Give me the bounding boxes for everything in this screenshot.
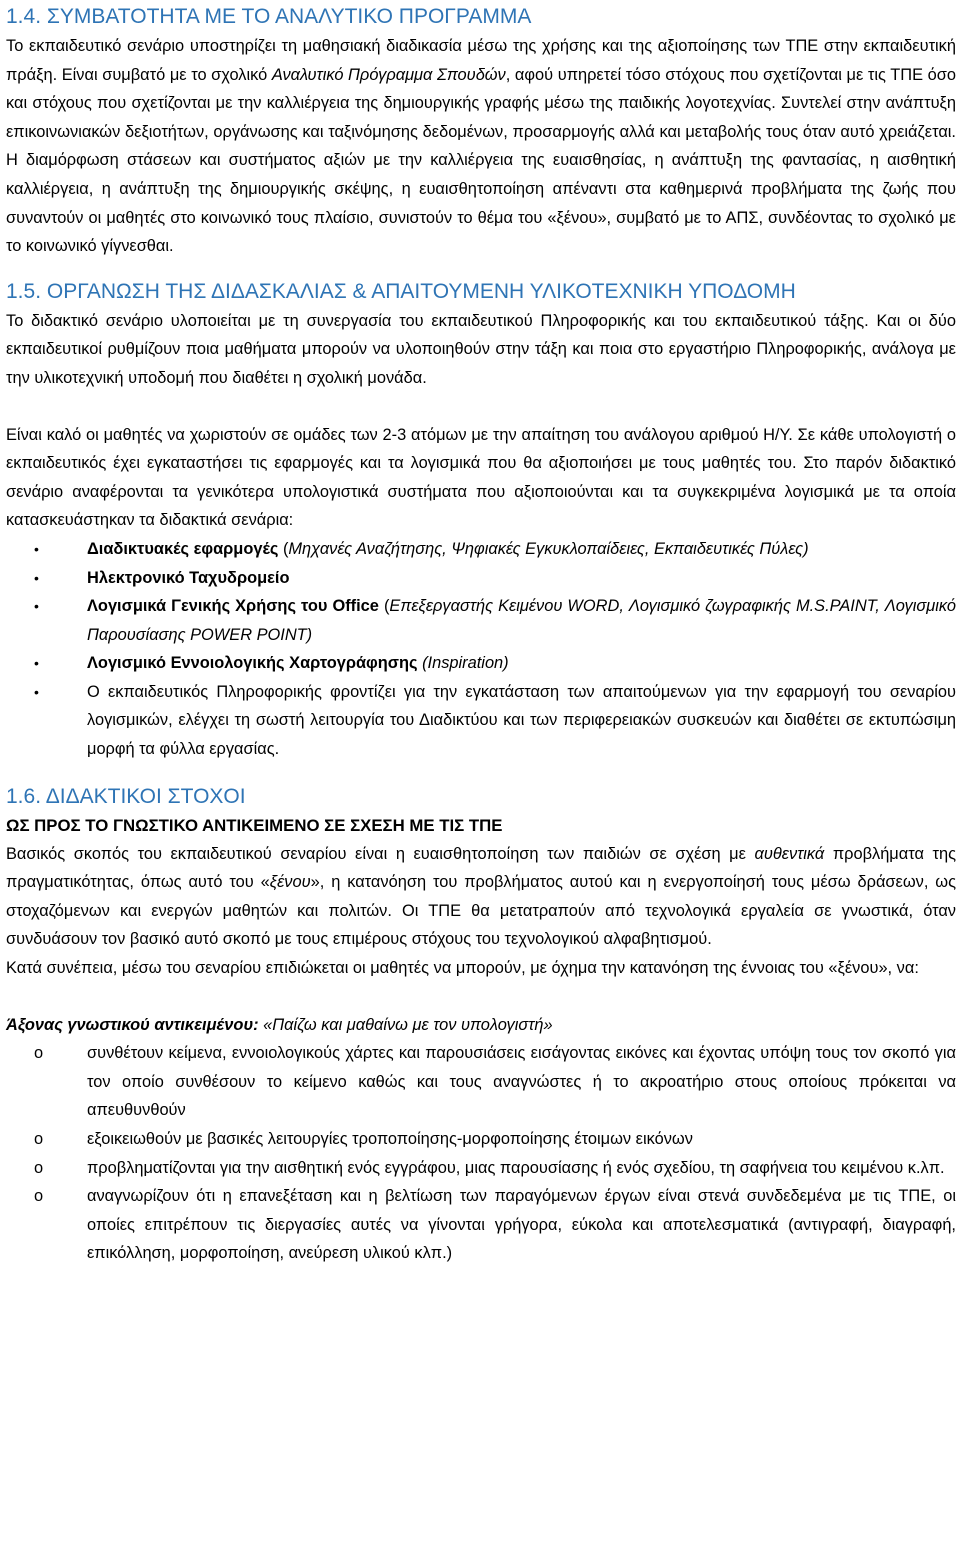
list-item (6, 1182, 956, 1268)
item-italic: (Inspiration) (422, 654, 509, 673)
section-title: ΟΡΓΑΝΩΣΗ ΤΗΣ ΔΙΔΑΣΚΑΛΙΑΣ & ΑΠΑΙΤΟΥΜΕΝΗ ΥΛΙΚΟΤΕΧΝΙΚΗ ΥΠΟΔΟΜΗ (46, 279, 796, 303)
bullet-icon: • (34, 540, 39, 557)
item-text: ( (378, 597, 390, 616)
text-run-italic: αυθεντικά (754, 844, 825, 863)
bullet-icon: • (34, 598, 39, 615)
software-list (6, 535, 956, 764)
item-italic: Επεξεργαστής Κειμένου WORD, Λογισμικό ζωγραφικής M.S.PAINT, Λογισμικό Παρουσίασης POWER POINT) (87, 597, 956, 644)
bullet-icon: • (34, 655, 39, 672)
goals-list (6, 1039, 956, 1268)
text-run: », η κατανόηση του προβλήματος αυτού και η ενεργοποίησή τους μέσω δράσεων, ως στοχαζόμενων και ενεργών μαθητών και πολιτών. Οι ΤΠΕ θα μετατραπούν από τεχνολογικά εργαλεία σε γνωστικά, όταν συνδυάσουν τον βασικό αυτό σκοπό με τους επιμέρους στόχους του τεχνολογικού αλφαβητισμού. (6, 873, 956, 949)
goal-text: εξοικειωθούν με βασικές λειτουργίες τροποποίησης-μορφοποίησης έτοιμων εικόνων (87, 1130, 693, 1148)
paragraph-goal (6, 840, 956, 954)
section-title: ΣΥΜΒΑΤΟΤΗΤΑ ΜΕ ΤΟ ΑΝΑΛΥΤΙΚΟ ΠΡΟΓΡΑΜΜΑ (46, 5, 532, 28)
circle-bullet-icon: o (34, 1187, 44, 1206)
axis-line (6, 1011, 956, 1040)
item-text: Ο εκπαιδευτικός Πληροφορικής φροντίζει για την εγκατάσταση των απαιτούμενων για την εφαρμογή του σεναρίου λογισμικών, ελέγχει τη σωστή λειτουργία του Διαδικτύου και των περιφερειακών συσκευών και διαθέτει σε εκτυπώσιμη μορφή τα φύλλα εργασίας. (87, 682, 956, 759)
text-run: Το εκπαιδευτικό σενάριο υποστηρίζει τη μαθησιακή διαδικασία μέσω της χρήσης και της αξιοποίησης των ΤΠΕ στην εκπαιδευτική πράξη. Είναι συμβατό με το σχολικό (6, 37, 956, 84)
goal-text: συνθέτουν κείμενα, εννοιολογικούς χάρτες και παρουσιάσεις εισάγοντας εικόνες και έχοντας υπόψη τους τον σκοπό για τον οποίο συνθέσουν το κείμενο καθώς και τους αναγνώστες ή το ακροατήριο στους οποίους πρόκειται να απευθυνθούν (87, 1044, 956, 1120)
text-run-italic: Αναλυτικό Πρόγραμμα Σπουδών (271, 65, 506, 84)
circle-bullet-icon: o (34, 1130, 44, 1148)
list-item (6, 678, 956, 764)
paragraph-groups: Είναι καλό οι μαθητές να χωριστούν σε ομάδες των 2-3 ατόμων με την απαίτηση του ανάλογου αριθμού Η/Υ. Σε κάθε υπολογιστή ο εκπαιδευτικός έχει εγκαταστήσει τις εφαρμογές και τα λογισμικά που θα αξιοποιήσει με τους μαθητές του. Στο παρόν διδακτικό σενάριο αναφέρονται τα γενικότερα υπολογιστικά συστήματα που αξιοποιούνται και τα συγκεκριμένα λογισμικά με τα οποία κατασκευάστηκαν τα διδακτικά σενάρια: (6, 425, 956, 530)
section-number: 1.5. (6, 279, 42, 303)
circle-bullet-icon: o (34, 1158, 44, 1177)
item-italic: Μηχανές Αναζήτησης, Ψηφιακές Εγκυκλοπαίδειες, Εκπαιδευτικές Πύλες) (288, 539, 809, 558)
axis-label: Άξονας γνωστικού αντικειμένου: (6, 1015, 259, 1034)
paragraph-compatibility (6, 32, 956, 261)
subsection-heading: ΩΣ ΠΡΟΣ ΤΟ ΓΝΩΣΤΙΚΟ ΑΝΤΙΚΕΙΜΕΝΟ ΣΕ ΣΧΕΣΗ ΜΕ ΤΙΣ ΤΠΕ (6, 815, 503, 835)
item-bold: Λογισμικά Γενικής Χρήσης του Office (87, 597, 379, 616)
section-title: ΔΙΔΑΚΤΙΚΟΙ ΣΤΟΧΟΙ (45, 784, 246, 808)
goal-text: προβληματίζονται για την αισθητική ενός εγγράφου, μιας παρουσίασης ή ενός σχεδίου, τη σαφήνεια του κειμένου κ.λπ. (87, 1158, 945, 1177)
section-heading-1-5 (6, 277, 956, 307)
item-bold: Ηλεκτρονικό Ταχυδρομείο (87, 568, 290, 587)
list-item (6, 535, 956, 564)
text-run: Βασικός σκοπός του εκπαιδευτικού σεναρίου είναι η ευαισθητοποίηση των παιδιών σε σχέση με (6, 844, 755, 863)
document-page (6, 2, 956, 1268)
list-item (6, 1154, 956, 1183)
item-bold: Διαδικτυακές εφαρμογές (87, 539, 279, 558)
paragraph-consequence: Κατά συνέπεια, μέσω του σεναρίου επιδιώκεται οι μαθητές να μπορούν, με όχημα την κατανόηση της έννοιας του «ξένου», να: (6, 959, 919, 978)
section-heading-1-6 (6, 782, 956, 812)
text-run: προβλήματα της πραγματικότητας, όπως αυτό του « (6, 844, 956, 892)
list-item (6, 1125, 956, 1154)
text-run: , αφού υπηρετεί τόσο στόχους που σχετίζονται με τις ΤΠΕ όσο και στόχους που σχετίζονται με την καλλιέργεια της δημιουργικής γραφής μέσω της παιδικής λογοτεχνίας. Συντελεί στην ανάπτυξη επικοινωνιακών δεξιοτήτων, οργάνωσης και ταξινόμησης δεδομένων, προσαρμογής αλλά και μεταβολής τους όταν αυτό χρειάζεται. Η διαμόρφωση στάσεων και συστήματος αξιών με την καλλιέργεια της ευαισθησίας, η ανάπτυξη της φαντασίας, η αισθητική καλλιέργεια, η ανάπτυξη της δημιουργικής σκέψης, η ευαισθητοποίηση απέναντι στα καθημερινά προβλήματα της ζωής που συναντούν οι μαθητές στο κοινωνικό τους πλαίσιο, συνιστούν το θέμα του «ξένου», συμβατό με το ΑΠΣ, συνδέοντας το σχολικό με το κοινωνικό γίγνεσθαι. (6, 65, 956, 256)
section-heading-1-4 (6, 2, 956, 32)
list-item (6, 1039, 956, 1125)
list-item (6, 592, 956, 649)
list-item (6, 649, 956, 678)
circle-bullet-icon: o (34, 1044, 44, 1063)
section-number: 1.4. (6, 5, 42, 28)
axis-value: «Παίζω και μαθαίνω με τον υπολογιστή» (258, 1015, 553, 1034)
paragraph-organization: Το διδακτικό σενάριο υλοποιείται με τη συνεργασία του εκπαιδευτικού Πληροφορικής και του εκπαιδευτικού τάξης. Και οι δύο εκπαιδευτικοί ρυθμίζουν ποια μαθήματα μπορούν να υλοποιηθούν στην τάξη και ποια στο εργαστήριο Πληροφορικής, ανάλογα με την υλικοτεχνική υποδομή που διαθέτει η σχολική μονάδα. (6, 311, 956, 387)
list-item (6, 564, 956, 593)
item-text: ( (278, 539, 289, 558)
item-bold: Λογισμικό Εννοιολογικής Χαρτογράφησης (87, 654, 418, 673)
bullet-icon: • (34, 569, 39, 586)
section-number: 1.6. (6, 784, 42, 808)
text-run-italic: ξένου (269, 873, 311, 892)
goal-text: αναγνωρίζουν ότι η επανεξέταση και η βελτίωση των παραγόμενων έργων είναι στενά συνδεδεμένα με τις ΤΠΕ, οι οποίες επιτρέπουν τις διεργασίες αυτές να γίνονται γρήγορα, εύκολα και αποτελεσματικά (αντιγραφή, διαγραφή, επικόλληση, μορφοποίηση, ανεύρεση υλικού κλπ.) (87, 1187, 956, 1263)
bullet-icon: • (34, 683, 39, 700)
